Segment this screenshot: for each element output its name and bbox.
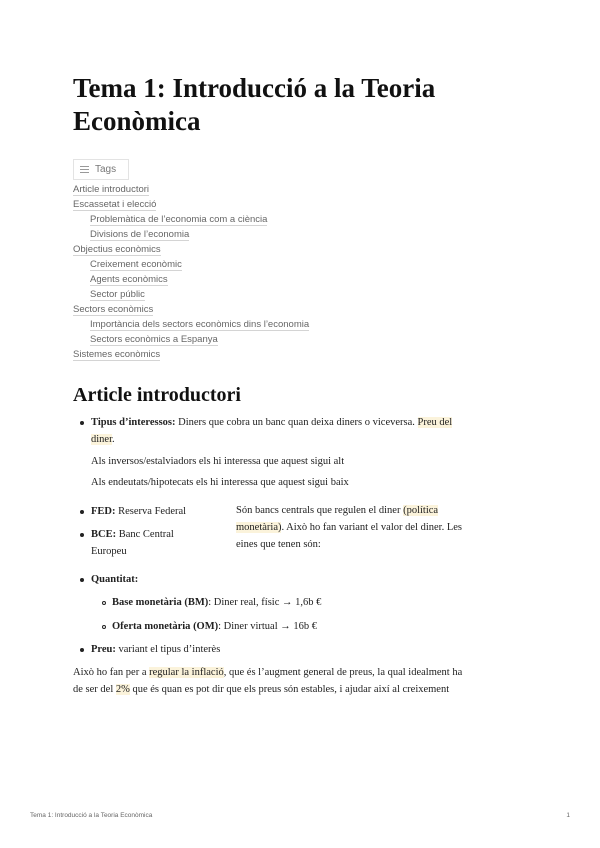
section-heading: Article introductori (73, 384, 241, 406)
om-def: : Diner virtual → 16b € (218, 621, 317, 632)
price-def: variant el tipus d’interès (118, 644, 221, 655)
debtors-text: Als endeutats/hipotecats els hi interessa que aquest sigui baix (91, 477, 349, 488)
bm-def: : Diner real, físic → 1,6b € (208, 597, 322, 608)
toc-link-label: Sectors econòmics a Espanya (90, 334, 218, 345)
toc-link[interactable] (73, 333, 493, 348)
interest-term: Tipus d’interessos: (91, 417, 176, 428)
banks-desc-text: Són bancs centrals que regulen el diner (236, 505, 401, 516)
toc-link[interactable] (73, 273, 493, 288)
toc-link[interactable] (73, 288, 493, 303)
bullet (80, 533, 84, 537)
bce-item (91, 526, 174, 543)
toc-link-label: Article introductori (73, 184, 150, 195)
fed-item (91, 503, 186, 520)
paragraph-text: que és quan es pot dir que els preus són estables, i ajudar així al creixement (132, 684, 450, 695)
om-term: Oferta monetària (112, 621, 191, 632)
paragraph-highlight: regular la inflació (149, 667, 224, 678)
page-title: Tema 1: Introducció a la Teoria Econòmica (73, 73, 436, 136)
toc-link[interactable] (73, 303, 493, 318)
toc-link-label: Sector públic (90, 289, 145, 300)
toc-link-label: Escassetat i elecció (73, 199, 157, 210)
tags-label: Tags (95, 164, 117, 175)
bullet (80, 648, 84, 652)
toc-link-label: Sectors econòmics (73, 304, 154, 315)
toc-link-label: Sistemes econòmics (73, 349, 161, 360)
interest-item-line2 (91, 431, 115, 448)
toc-link[interactable] (73, 258, 493, 273)
banks-desc-2 (236, 519, 486, 536)
om-abbr: (OM) (193, 621, 219, 632)
banks-desc-text: . Això ho fan variant el valor del diner. Les (281, 522, 462, 533)
footer-title: Tema 1: Introducció a la Teoria Econòmica (30, 812, 153, 819)
table-of-contents (73, 183, 493, 363)
toc-link-label: Importància dels sectors econòmics dins l’economia (90, 319, 310, 330)
toc-link[interactable] (73, 198, 493, 213)
price-item (91, 641, 220, 658)
interest-def: Diners que cobra un banc quan deixa diners o viceversa. (178, 417, 415, 428)
toc-link-label: Agents econòmics (90, 274, 168, 285)
bm-term: Base monetària (112, 597, 182, 608)
toc-link[interactable] (73, 228, 493, 243)
banks-desc-highlight: (política (403, 505, 439, 516)
toc-link[interactable] (73, 348, 493, 363)
banks-desc-1 (236, 502, 486, 519)
quantity-item (91, 571, 138, 588)
interest-item (91, 414, 491, 431)
toc-link-label: Divisions de l’economia (90, 229, 190, 240)
toc-link-label: Objectius econòmics (73, 244, 161, 255)
bm-abbr: (BM) (184, 597, 209, 608)
page-number: 1 (566, 812, 570, 819)
paragraph-text: , que és l’augment general de preus, la qual idealment ha (223, 667, 463, 678)
bce-def-1: Banc Central (118, 529, 174, 540)
bce-def-2: Europeu (91, 546, 127, 557)
savers-text: Als inversos/estalviadors els hi interessa que aquest sigui alt (91, 456, 345, 467)
toc-link[interactable] (73, 243, 493, 258)
period: . (112, 434, 115, 445)
paragraph-line-1 (73, 664, 493, 681)
paragraph-text: de ser del (73, 684, 114, 695)
list-icon (80, 164, 89, 175)
toc-link[interactable] (73, 213, 493, 228)
paragraph-text: Això ho fan per a (73, 667, 147, 678)
price-term: Preu: (91, 644, 116, 655)
paragraph-highlight: 2% (115, 684, 130, 695)
bm-item (112, 594, 321, 611)
toc-link-label: Creixement econòmic (90, 259, 182, 270)
quantity-term: Quantitat: (91, 574, 139, 585)
bullet (80, 578, 84, 582)
interest-highlight-2: diner (91, 434, 112, 445)
tags-property[interactable] (73, 159, 129, 180)
bullet (80, 421, 84, 425)
banks-desc-3: eines que tenen són: (236, 539, 321, 550)
toc-link[interactable] (73, 318, 493, 333)
interest-highlight-1: Preu del (417, 417, 453, 428)
bce-term: BCE: (91, 529, 117, 540)
banks-desc-highlight: monetària) (236, 522, 282, 533)
toc-link[interactable] (73, 183, 493, 198)
om-item (112, 618, 317, 635)
paragraph-line-2 (73, 681, 493, 698)
fed-term: FED: (91, 506, 116, 517)
sub-bullet (102, 625, 106, 629)
sub-bullet (102, 601, 106, 605)
bullet (80, 510, 84, 514)
toc-link-label: Problemàtica de l’economia com a ciència (90, 214, 268, 225)
page-footer (30, 812, 570, 819)
fed-def: Reserva Federal (118, 506, 187, 517)
